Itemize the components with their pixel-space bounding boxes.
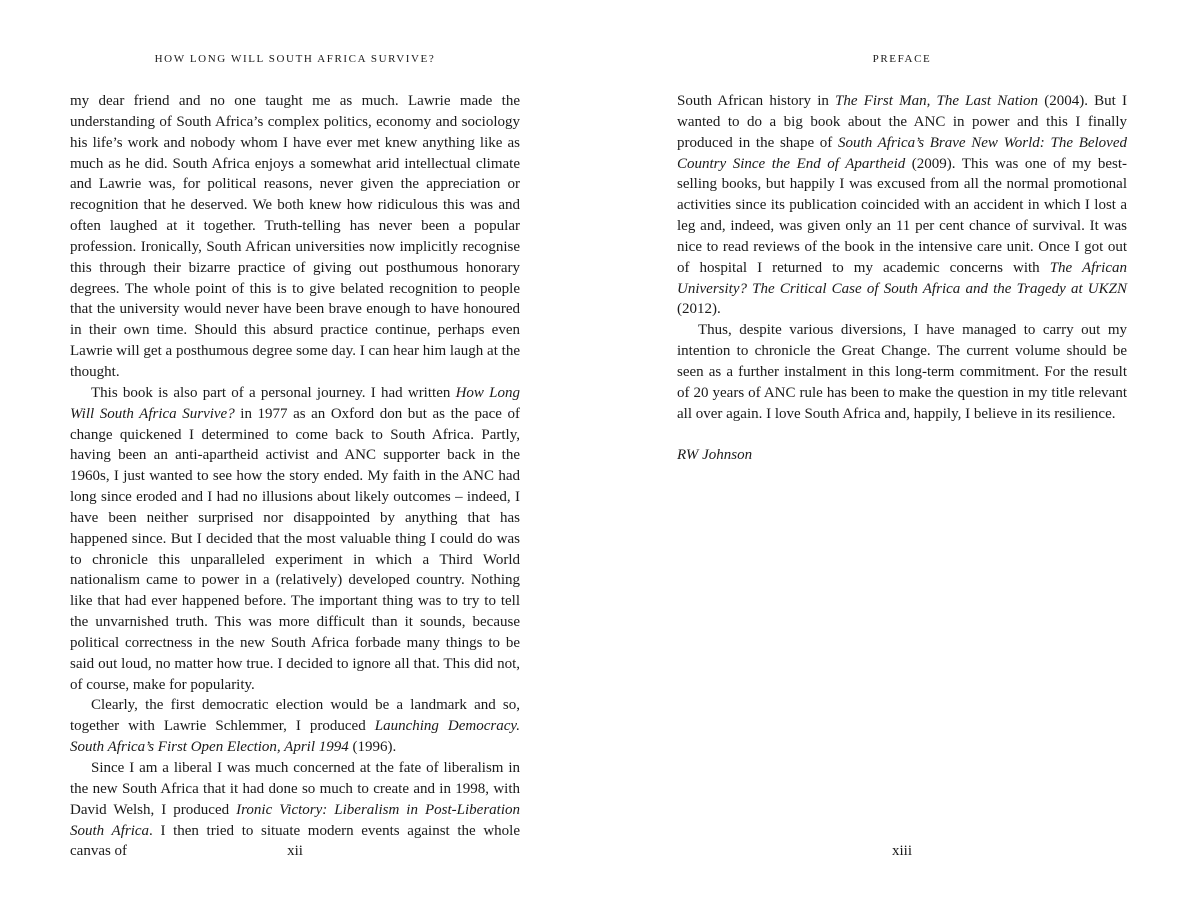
right-page-body — [677, 91, 1127, 466]
text-run: my dear friend and no one taught me as much. Lawrie made the understanding of South Africa’s complex politics, economy and sociology his life’s work and nobody whom I have ever met knew anything like as much as he did. South Africa enjoys a somewhat arid intellectual climate and Lawrie was, for political reasons, never given the appreciation or recognition that he deserved. We both knew how ridiculous this was and often laughed at it together. Truth-telling has never been a popular profession. Ironically, South African universities now implicitly recognise this through their bizarre practice of giving out posthumous honorary degrees. The whole point of this is to give belated recognition to people that the university would never have been brave enough to have honoured in their own time. Should this absurd practice continue, perhaps even Lawrie will get a posthumous degree some day. I can hear him laugh at the thought. — [70, 93, 520, 380]
italic-title-text: How Long Will South Africa Survive? — [70, 384, 520, 422]
text-run: (2012). — [677, 301, 721, 318]
right-page — [677, 0, 1127, 917]
text-run: This book is also part of a personal journey. I had written — [91, 384, 456, 401]
italic-title-text: The African University? The Critical Case of South Africa and the Tragedy at UKZN — [677, 259, 1127, 297]
author-signature: RW Johnson — [677, 447, 753, 464]
paragraph — [677, 91, 1127, 320]
text-run: Since I am a liberal I was much concerned at the fate of liberalism in the new South Africa that it had done so much to create and in 1998, with David Welsh, I produced — [70, 760, 520, 818]
text-run: (2004). But I wanted to do a big book about the ANC in power and this I finally produced in the shape of — [677, 93, 1127, 151]
text-run: (2009). This was one of my best-selling books, but happily I was excused from all the normal promotional activities since its publication coincided with an accident in which I lost a leg and, indeed, was given only an 11 per cent chance of survival. It was nice to read reviews of the book in the intensive care unit. Once I got out of hospital I returned to my academic concerns with — [677, 155, 1127, 276]
paragraph — [70, 383, 520, 696]
italic-title-text: Launching Democracy. South Africa’s First Open Election, April 1994 — [70, 718, 520, 756]
text-run: Clearly, the first democratic election would be a landmark and so, together with Lawrie Schlemmer, I produced — [70, 697, 520, 735]
running-head-chapter: PREFACE — [872, 53, 932, 65]
italic-title-text: Ironic Victory: Liberalism in Post-Liberation South Africa — [70, 801, 520, 839]
italic-title-text: South Africa’s Brave New World: The Beloved Country Since the End of Apartheid — [677, 134, 1128, 172]
left-page-body — [70, 91, 520, 862]
text-run: South African history in — [677, 93, 836, 109]
left-page — [70, 0, 520, 917]
page-number-left: xii — [287, 843, 303, 859]
text-run: Thus, despite various diversions, I have managed to carry out my intention to chronicle the Great Change. The current volume should be seen as a further instalment in this long-term commitment. For the result of 20 years of ANC rule has been to make the question in my title relevant all over again. I love South Africa and, happily, I believe in its resilience. — [677, 322, 1127, 422]
paragraph — [677, 320, 1127, 424]
italic-title-text: The First Man, The Last Nation — [835, 93, 1039, 109]
text-run: . I then tried to situate modern events against the whole canvas of — [70, 822, 521, 860]
text-run: in 1977 as an Oxford don but as the pace of change quickened I determined to come back to South Africa. Partly, having been an anti-apartheid activist and ANC supporter back in the 1960s, I just wanted to see how the story ended. My faith in the ANC had long since eroded and I had no illusions about likely outcomes – indeed, I have been neither surprised nor disappointed by anything that has happened since. But I decided that the most valuable thing I could do was to chronicle this unparalleled experiment in which a Third World nationalism came to power in a (relatively) developed country. Nothing like that had ever happened before. The important thing was to try to tell the unvarnished truth. This was more difficult than it sounds, because political correctness in the new South Africa forbade many things to be said out loud, no matter how true. I decided to ignore all that. This did not, of course, make for popularity. — [70, 405, 520, 693]
text-run: (1996). — [348, 739, 397, 756]
page-number-right: xiii — [891, 843, 912, 859]
running-head-book-title: HOW LONG WILL SOUTH AFRICA SURVIVE? — [154, 53, 436, 65]
paragraph — [70, 91, 520, 383]
paragraph — [70, 695, 520, 758]
